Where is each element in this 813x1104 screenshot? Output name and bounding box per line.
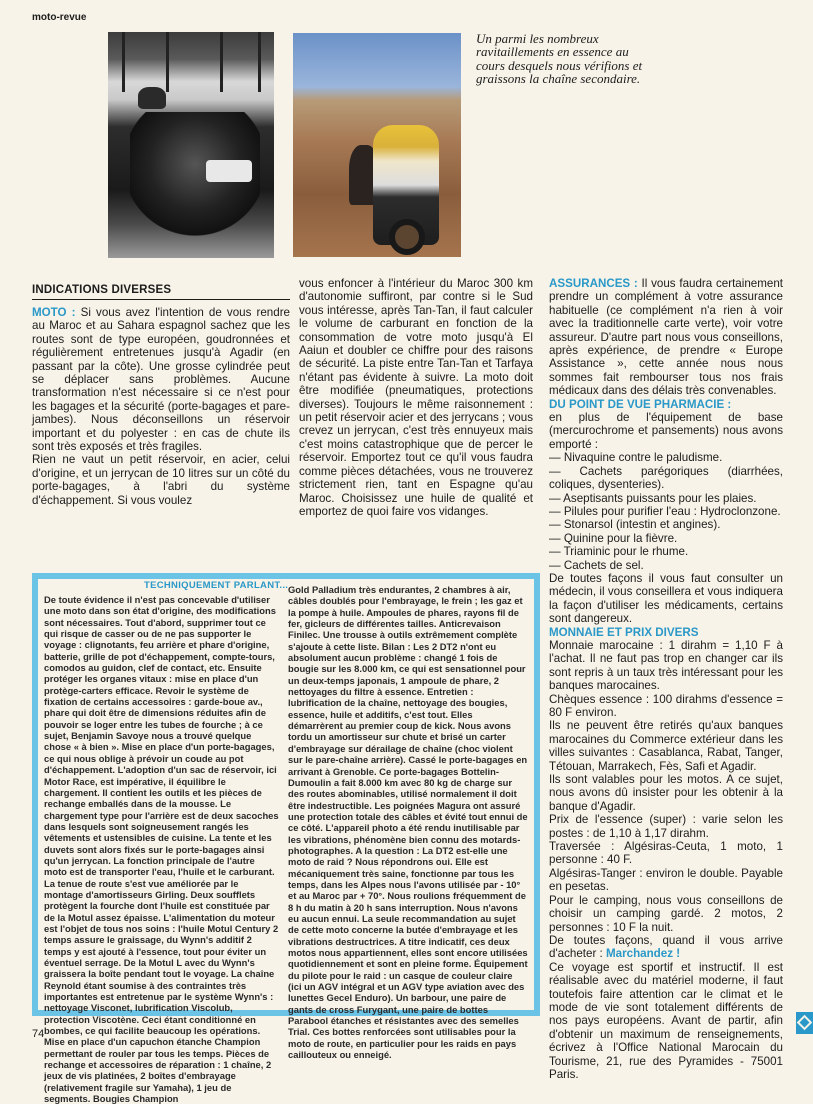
paragraph — [549, 277, 783, 398]
keyword-assurances: ASSURANCES : — [549, 277, 638, 290]
paragraph: Rien ne vaut un petit réservoir, en acier, celui d'origine, et un jerrycan de 10 litres sur un côté du porte-bagages, à l'abri du système d'échappement. Si vous voulez — [32, 453, 290, 507]
pharmacy-list — [549, 451, 783, 572]
technical-box-column-1: De toute évidence il n'est pas concevable d'utiliser une moto dans son état d'origine, des modifications sont nécessaires. Tout d'abord, supprimer tout ce qui risque de casser ou de ne pas supporter le voyage : clignotants, feu arrière et phare d'origine, batterie, grille de pot d'échappement, compte-tours, comodos au guidon, clef de contact, etc. Ensuite protéger les organes vitaux : mise en place d'un protège-carters efficace. Revoir le système de fixation de certains accessoires : garde-boue av., phare qui doit être de dimensions réduites afin de pouvoir se loger entre les tubes de fourche ; à ce sujet, Benjamin Savoye nous a trouvé quelque chose « à bien ». Mise en place d'un porte-bagages, ce qui nous oblige à prévoir un coude au pot d'échappement. L'adoption d'un sac de réservoir, ici Motor Race, est impérative, il équilibre le chargement. Il contient les outils et les pièces de rechange emballés dans de la mousse. Le chargement type pour l'arrière est de deux sacoches dans lesquels sont soigneusement rangés les vêtements et ustensibles de cuisine. La tente et les duvets sont alors fixés sur le porte-bagages ainsi qu'un jerrycan. La fonction principale de l'autre moto est de transporter l'eau, l'huile et le carburant. La tenue de route s'est vue améliorée par le montage d'amortisseurs Girling. Deux soufflets protègent la fourche dont l'huile est constituée par de la Motul assez épaisse. L'alimentation du moteur est l'objet de tous nos soins : l'huile Motul Century 2 temps assure le graissage, du Wynn's additif 2 temps y est ajouté à l'essence, tout pour éviter un éventuel serrage. De la Motul L avec du Wynn's graissera la boîte pendant tout le voyage. La chaîne Reynold étant soumise à des contraintes très importantes est entretenue par le système Wynn's : nettoyage Visconet, lubrification Viscolub, protection Viscotène. Ceci étant conditionné en bombes, ce qui facilite beaucoup les opérations. Mise en place d'un capuchon étanche Champion permettant de rouler par tous les temps. Pièces de rechange et accessoires de réparation : 1 chaîne, 2 jeux de vis platinées, 2 boîtes d'embrayage (relativement fragile sur Yamaha), 1 jeu de segments. Bougies Champion — [44, 594, 279, 1104]
list-item: — Aseptisants puissants pour les plaies. — [549, 491, 757, 505]
list-item: — Nivaquine contre le paludisme. — [549, 451, 723, 465]
tree-trunk — [258, 32, 261, 92]
photo-refuel-desert — [293, 33, 461, 257]
paragraph: Pour le camping, nous vous conseillons de choisir un camping gardé. 2 motos, 2 personnes : 10 F la nuit. — [549, 893, 783, 934]
paragraph: Chèques essence : 100 dirahms d'essence = 80 F environ. — [549, 692, 783, 719]
list-item: — Triaminic pour le rhume. — [549, 545, 689, 559]
list-item: — Stonarsol (intestin et angines). — [549, 518, 721, 532]
column-moto — [32, 306, 290, 507]
paragraph — [32, 306, 290, 453]
paragraph: vous enfoncer à l'intérieur du Maroc 300 km d'autonomie suffiront, par contre si le Sud vous intéresse, après Tan-Tan, il faut calculer le volume de carburant en fonction de la consommation de votre moto jusqu'à El Aaiun et doubler ce chiffre pour des raisons de sécurité. La piste entre Tan-Tan et Tarfaya n'étant pas évidente à suivre. La moto doit être modifiée (pneumatiques, protections diverses). Toujours le même raisonnement : un petit réservoir acier et des jerrycans ; vous crevez un jerrycan, c'est très ennuyeux mais c'est moins catastrophique que de percer le réservoir. Emportez tout ce qu'il vous faudra comme pièces détachées, vous ne trouverez strictement rien, tant en Espagne qu'au Maroc. Choisissez une huile de qualité et emportez de quoi faire vos vidanges. — [299, 277, 533, 518]
paragraph: Prix de l'essence (super) : varie selon les postes : de 1,10 à 1,17 dirahm. — [549, 813, 783, 840]
list-item: — Cachets de sel. — [549, 558, 644, 572]
pharmacy-conclusion: De toutes façons il vous faut consulter un médecin, il vous conseillera et vous indiquera la façon d'utiliser les médicaments, certains sont dangereux. — [549, 571, 783, 626]
paragraph: Algésiras-Tanger : environ le double. Payable en pesetas. — [549, 866, 783, 894]
list-item: — Cachets parégoriques (diarrhées, coliques, dysenteries). — [549, 464, 783, 492]
magazine-header-label: moto-revue — [32, 12, 87, 23]
photo-motorcycle-snow — [108, 32, 274, 258]
paragraph — [549, 934, 783, 961]
tree-trunk — [122, 32, 125, 92]
section-title: INDICATIONS DIVERSES — [32, 284, 290, 300]
pharmacy-heading: DU POINT DE VUE PHARMACIE : — [549, 397, 732, 411]
page-number: 74 — [32, 1028, 45, 1040]
pharmacy-intro: en plus de l'équipement de base (mercurochrome et pansements) nous avons emporté : — [549, 411, 783, 451]
list-item: — Pilules pour purifier l'eau : Hydroclonzone. — [549, 504, 781, 518]
money-heading: MONNAIE ET PRIX DIVERS — [549, 625, 699, 639]
paragraph: Monnaie marocaine : 1 dirahm = 1,10 F à l'achat. Il ne faut pas trop en changer car ils sont repris à un taux très intéressant pour les banques marocaines. — [549, 638, 783, 693]
corner-badge-icon — [796, 1012, 813, 1034]
assurances-text: Il vous faudra certainement prendre un complément à votre assurance habituelle (ce complément n'a rien à voir avec la traditionnelle carte verte), voir votre assureur. D'autre part nous vous conseillons, après expérience, de prendre « Europe Assistance », cette année nous nous sommes fait rembourser tous nos frais médicaux dans des délais très convenables. — [549, 277, 783, 398]
photo-caption: Un parmi les nombreux ravitaillements en essence au cours desquels nous vérifions et graissons la chaîne secondaire. — [476, 31, 643, 87]
horse-rider-silhouette — [138, 87, 166, 109]
tree-trunk — [166, 32, 169, 92]
paragraph: Ce voyage est sportif et instructif. Il est réalisable avec du matériel moderne, il faut toutefois faire attention car le climat et le mode de vie sont totalement différents de nos pays européens. Avant de partir, afin d'obtenir un maximum de renseignements, écrivez à l'Office National Marocain du Tourisme, 21, rue des Pyramides - 75001 Paris. — [549, 960, 783, 1081]
technical-box-column-2: Gold Palladium très endurantes, 2 chambres à air, câbles doublés pour l'embrayage, le frein ; les gaz et la pompe à huile. Ampoules de phares, rayons fil de fer, gicleurs de différentes tailles. Anticrevaison Finilec. Une trousse à outils extrêmement complète s'ajoute à cette liste. Bilan : Les 2 DT2 n'ont eu absolument aucun problème : changé 1 fois de bougie sur les 8.000 km, ce qui est sensationnel pour un deux-temps japonais, 1 ampoule de phare, 2 nettoyages du filtre à essence. Entretien : lubrification de la chaîne, nettoyage des bougies, essence, huile et additifs, c'est tout. Elles démarrèrent au premier coup de kick. Nous avons tordu un amortisseur sur chute et brisé un carter d'embrayage sur dérailage de chaîne (choc violent sur le pare-chaîne arrière). Cassé le porte-bagages en arrivant à Grenoble. Ce porte-bagages Bottelin-Dumoulin a fait 8.000 km avec 80 kg de charge sur des routes abominables, utilisé normalement il doit être indestructible. Les poignées Magura ont assuré une protection totale des câbles et évité tout ennui de ce côté. L'appareil photo a été rendu inutilisable par les vibrations, phénomène bien connu des motards-photographes. A la question : La DT2 est-elle une moto de raid ? Nous répondrons oui. Elle est mécaniquement très saine, fonctionne par tous les temps, dans les Alpes nous l'avons utilisée par - 10° et au Maroc par + 70°. Nous roulions fréquemment de 8 h du matin à 20 h sans interruption. Nous n'avons eu aucun ennui. La seule recommandation au sujet de cette moto concerne la butée d'embrayage et les vibrations destructrices. A titre indicatif, ces deux motos nous appartiennent, elles sont encore utilisées quotidiennement et sont en pleine forme. Équipement du pilote pour le raid : un casque de couleur claire (ici un AGV intégral et un AGV type aviation avec des lunettes Gecel Enduro). Un barbour, une paire de gants de cross Furygant, une paire de bottes Parabool étanches et résistantes avec des semelles Trial. Ces bottes renforcées sont utilisables pour la moto de route, en particulier pour les raids en pays caillouteux ou enneigé. — [288, 584, 528, 1061]
bargain-text: De toutes façons, quand il vous arrive d'acheter : — [549, 933, 783, 961]
technical-box-title: TECHNIQUEMENT PARLANT... — [144, 580, 289, 591]
front-wheel — [389, 219, 425, 255]
keyword-marchandez: Marchandez ! — [606, 947, 681, 961]
moto-text: Si vous avez l'intention de vous rendre au Maroc et au Sahara espagnol sachez que les routes sont de type européen, goudronnées et régulièrement entretenues jusqu'à Agadir (en passant par la côte). Une grosse cylindrée peut se déplacer sans problèmes. Aucune transformation n'est nécessaire si ce n'est pour les bagages et la sécurité (porte-bagages et pare-jambes). Nous déconseillons un réservoir important et du polyester : en cas de chute ils sont très exposés et très fragiles. — [32, 306, 290, 454]
tree-trunk — [220, 32, 223, 92]
paragraph: Ils ne peuvent être retirés qu'aux banques marocaines du Commerce extérieur dans les villes suivantes : Casablanca, Rabat, Tanger, Tétouan, Marrakech, Fès, Safi et Agadir. — [549, 719, 783, 773]
paragraph: Traversée : Algésiras-Ceuta, 1 moto, 1 personne : 40 F. — [549, 840, 783, 867]
column-middle — [299, 277, 533, 518]
diamond-icon — [797, 1015, 813, 1031]
fuel-tank — [206, 160, 252, 182]
list-item: — Quinine pour la fièvre. — [549, 531, 678, 545]
paragraph: Ils sont valables pour les motos. A ce sujet, nous avons dû insister pour les obtenir à la banque d'Agadir. — [549, 773, 783, 813]
column-right-top — [549, 277, 783, 1081]
keyword-moto: MOTO : — [32, 306, 76, 319]
